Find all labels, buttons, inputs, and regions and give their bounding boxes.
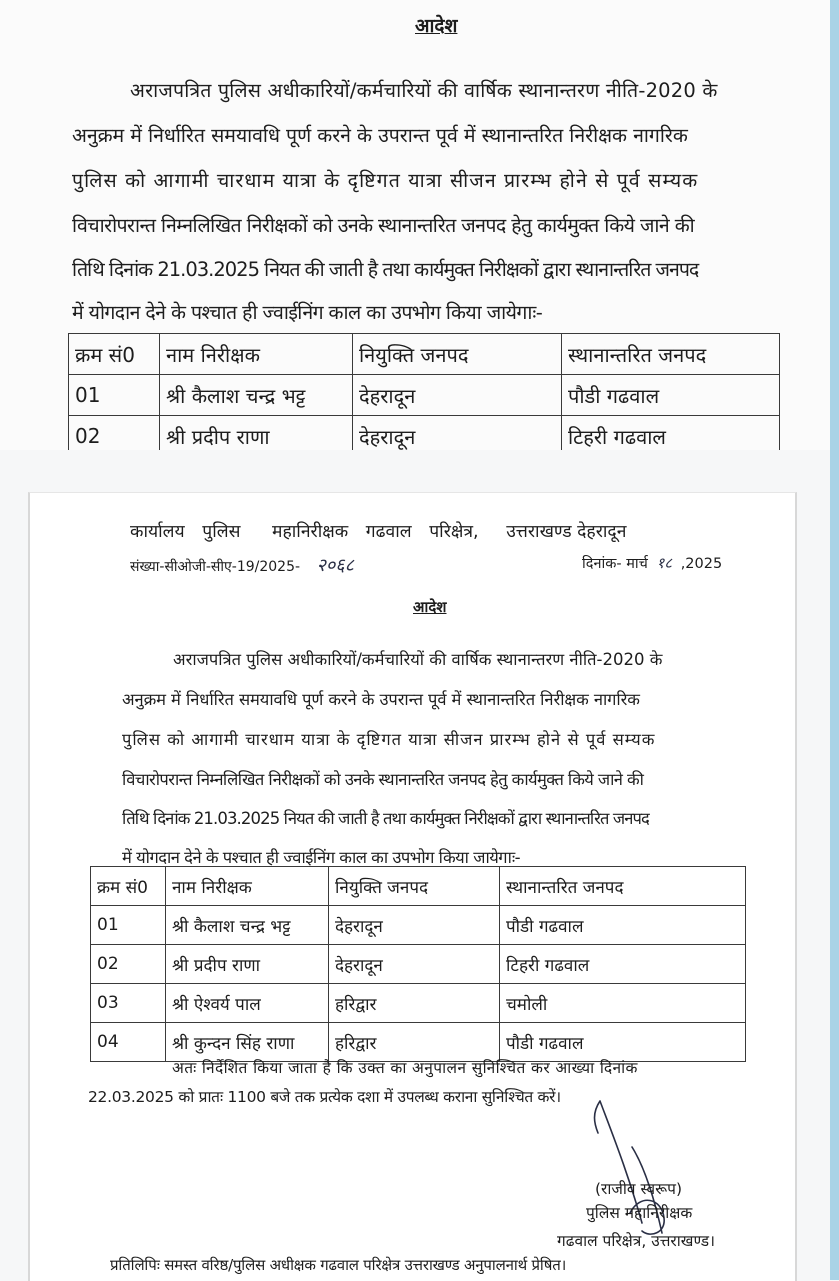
table-cell: श्री प्रदीप राणा (166, 945, 329, 984)
header-cell: नाम निरीक्षक (160, 334, 353, 375)
table-cell: टिहरी गढवाल (562, 416, 780, 451)
table-cell: देहरादून (353, 416, 562, 451)
paragraph-line: अराजपत्रित पुलिस अधीकारियों/कर्मचारियों की वार्षिक स्थानान्तरण नीति-2020 के (173, 650, 663, 669)
header-cell: नाम निरीक्षक (166, 867, 329, 906)
reference-number (130, 553, 354, 577)
header-cell: नियुक्ति जनपद (329, 867, 500, 906)
office-header-word: महानिरीक्षक (272, 522, 349, 542)
table-row (91, 984, 746, 1023)
order-date (582, 553, 722, 573)
header-cell: स्थानान्तरित जनपद (562, 334, 780, 375)
table-cell: टिहरी गढवाल (500, 945, 746, 984)
paragraph-line: अनुक्रम में निर्धारित समयावधि पूर्ण करने के उपरान्त पूर्व में स्थानान्तरित निरीक्षक नागरिक (72, 124, 688, 147)
table-cell: श्री कुन्दन सिंह राणा (166, 1023, 329, 1062)
order-document (28, 492, 797, 1281)
paragraph-line: विचारोपरान्त निम्नलिखित निरीक्षकों को उनके स्थानान्तरित जनपद हेतु कार्यमुक्त किये जाने की (122, 770, 644, 789)
paragraph-line: में योगदान देने के पश्चात ही ज्वाईनिंग काल का उपभोग किया जायेगाः- (72, 301, 543, 324)
office-header (130, 519, 626, 543)
paragraph-line: पुलिस को आगामी चारधाम यात्रा के दृष्टिगत यात्रा सीजन प्रारम्भ होने से पूर्व सम्यक (122, 730, 656, 749)
table-cell: 01 (91, 906, 166, 945)
paragraph-line: तिथि दिनांक 21.03.2025 नियत की जाती है तथा कार्यमुक्त निरीक्षकों द्वारा स्थानान्तरित जनपद (122, 809, 649, 828)
table-cell: श्री प्रदीप राणा (160, 416, 353, 451)
table-row (91, 945, 746, 984)
order-title: आदेश (415, 15, 458, 37)
signatory-designation: पुलिस महानिरीक्षक (586, 1204, 693, 1222)
transfer-table (90, 866, 746, 1062)
office-header-word: परिक्षेत्र, (429, 522, 479, 542)
order-title: आदेश (413, 598, 447, 616)
copy-to-line: प्रतिलिपिः समस्त वरिष्ठ/पुलिस अधीक्षक गढवाल परिक्षेत्र उत्तराखण्ड अनुपालनार्थ प्रेषित। (110, 1256, 567, 1274)
table-cell: 01 (69, 375, 160, 416)
table-cell: पौडी गढवाल (500, 906, 746, 945)
table-cell: श्री ऐश्वर्य पाल (166, 984, 329, 1023)
office-header-word: कार्यालय (130, 522, 185, 542)
table-cell: पौडी गढवाल (500, 1023, 746, 1062)
direction-line: अतः निर्देशित किया जाता है कि उक्त का अनुपालन सुनिश्चित कर आख्या दिनांक (172, 1059, 638, 1077)
signatory-region: गढवाल परिक्षेत्र, उत्तराखण्ड। (557, 1232, 715, 1250)
scroll-edge-bar (830, 0, 839, 1280)
signatory-name: (राजीव स्वरूप) (595, 1180, 683, 1198)
table-cell: चमोली (500, 984, 746, 1023)
handwritten-date: १८ (656, 554, 673, 572)
table-cell: 03 (91, 984, 166, 1023)
table-cell: देहरादून (329, 945, 500, 984)
table-cell: श्री कैलाश चन्द्र भट्ट (160, 375, 353, 416)
transfer-table-excerpt (68, 333, 780, 450)
office-header-word: उत्तराखण्ड देहरादून (506, 522, 627, 542)
top-document-excerpt (0, 0, 830, 450)
table-row (69, 375, 780, 416)
direction-line: 22.03.2025 को प्रातः 1100 बजे तक प्रत्येक दशा में उपलब्ध कराना सुनिश्चित करें। (88, 1088, 561, 1106)
table-cell: 04 (91, 1023, 166, 1062)
table-row (69, 416, 780, 451)
header-cell: नियुक्ति जनपद (353, 334, 562, 375)
date-year: ,2025 (680, 556, 723, 572)
paragraph-line: में योगदान देने के पश्चात ही ज्वाईनिंग काल का उपभोग किया जायेगाः- (122, 848, 521, 867)
paragraph-line: पुलिस को आगामी चारधाम यात्रा के दृष्टिगत यात्रा सीजन प्रारम्भ होने से पूर्व सम्यक (72, 169, 699, 192)
table-cell: हरिद्वार (329, 984, 500, 1023)
handwritten-reference: २०६८ (316, 555, 354, 576)
header-cell: स्थानान्तरित जनपद (500, 867, 746, 906)
header-cell: क्रम सं0 (91, 867, 166, 906)
header-cell: क्रम सं0 (69, 334, 160, 375)
paragraph-line: अराजपत्रित पुलिस अधीकारियों/कर्मचारियों की वार्षिक स्थानान्तरण नीति-2020 के (130, 79, 718, 102)
table-header-row (91, 867, 746, 906)
table-row (91, 906, 746, 945)
paragraph-line: तिथि दिनांक 21.03.2025 नियत की जाती है तथा कार्यमुक्त निरीक्षकों द्वारा स्थानान्तरित जनपद (72, 258, 699, 281)
paragraph-line: विचारोपरान्त निम्नलिखित निरीक्षकों को उनके स्थानान्तरित जनपद हेतु कार्यमुक्त किये जाने की (72, 214, 695, 237)
table-cell: श्री कैलाश चन्द्र भट्ट (166, 906, 329, 945)
office-header-word: गढवाल (365, 522, 412, 542)
table-header-row (69, 334, 780, 375)
table-cell: हरिद्वार (329, 1023, 500, 1062)
table-cell: पौडी गढवाल (562, 375, 780, 416)
reference-number-label: संख्या-सीओजी-सीए-19/2025- (130, 559, 301, 575)
table-cell: देहरादून (329, 906, 500, 945)
office-header-word: पुलिस (202, 522, 241, 542)
paragraph-line: अनुक्रम में निर्धारित समयावधि पूर्ण करने के उपरान्त पूर्व में स्थानान्तरित निरीक्षक नागरिक (122, 690, 640, 709)
table-cell: 02 (69, 416, 160, 451)
table-cell: देहरादून (353, 375, 562, 416)
table-cell: 02 (91, 945, 166, 984)
date-label: दिनांक- मार्च (582, 556, 648, 572)
